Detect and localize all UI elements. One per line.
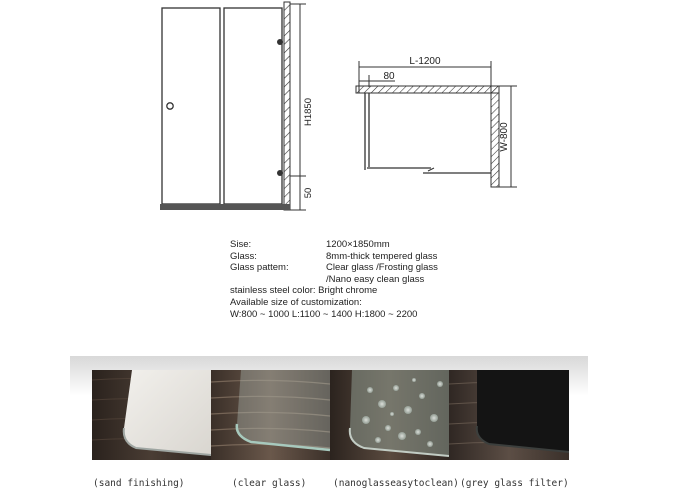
clear-glass-image xyxy=(211,370,330,460)
wall-section xyxy=(284,2,290,210)
spec-value: /Nano easy clean glass xyxy=(326,273,425,285)
width-label: W-800 xyxy=(499,122,510,152)
door-handle-icon xyxy=(167,103,173,109)
sliding-glass-panel xyxy=(224,8,282,204)
sample-sand-finishing xyxy=(92,370,211,460)
sample-clear-glass xyxy=(211,370,330,460)
steel-color-line: stainless steel color: Bright chrome xyxy=(230,285,378,297)
spec-value: Clear glass /Frosting glass xyxy=(326,262,438,274)
nano-glass-image xyxy=(330,370,449,460)
caption-nano-glass: (nanoglasseasytoclean) xyxy=(333,478,459,489)
spec-label: Sise: xyxy=(230,239,252,250)
back-wall xyxy=(356,86,499,93)
customization-values: W:800 ~ 1000 L:1100 ~ 1400 H:1800 ~ 2200 xyxy=(230,308,418,320)
elevation-drawing xyxy=(150,0,330,220)
customization-title: Available size of customization: xyxy=(230,296,362,308)
sample-nano-glass xyxy=(330,370,449,460)
offset-label: 80 xyxy=(383,71,395,82)
spec-label: Glass: xyxy=(230,250,257,262)
wall-bracket-icon xyxy=(277,170,283,176)
spec-label: Glass pattem: xyxy=(230,262,289,274)
plan-drawing xyxy=(345,55,525,195)
base-height-label: 50 xyxy=(303,187,314,199)
height-label: H1850 xyxy=(303,98,314,126)
spec-value: 8mm-thick tempered glass xyxy=(326,250,438,262)
length-label: L-1200 xyxy=(409,56,441,67)
wall-bracket-icon xyxy=(277,39,283,45)
floor-base xyxy=(160,204,290,210)
sample-grey-glass xyxy=(449,370,569,460)
caption-clear-glass: (clear glass) xyxy=(232,478,307,489)
side-wall xyxy=(491,86,499,187)
grey-glass-image xyxy=(449,370,569,460)
caption-sand-finishing: (sand finishing) xyxy=(93,478,185,489)
caption-grey-glass: (grey glass filter) xyxy=(460,478,569,489)
glass-sample-strip xyxy=(92,370,569,460)
sand-glass-image xyxy=(92,370,211,460)
spec-value: 1200×1850mm xyxy=(326,239,390,250)
